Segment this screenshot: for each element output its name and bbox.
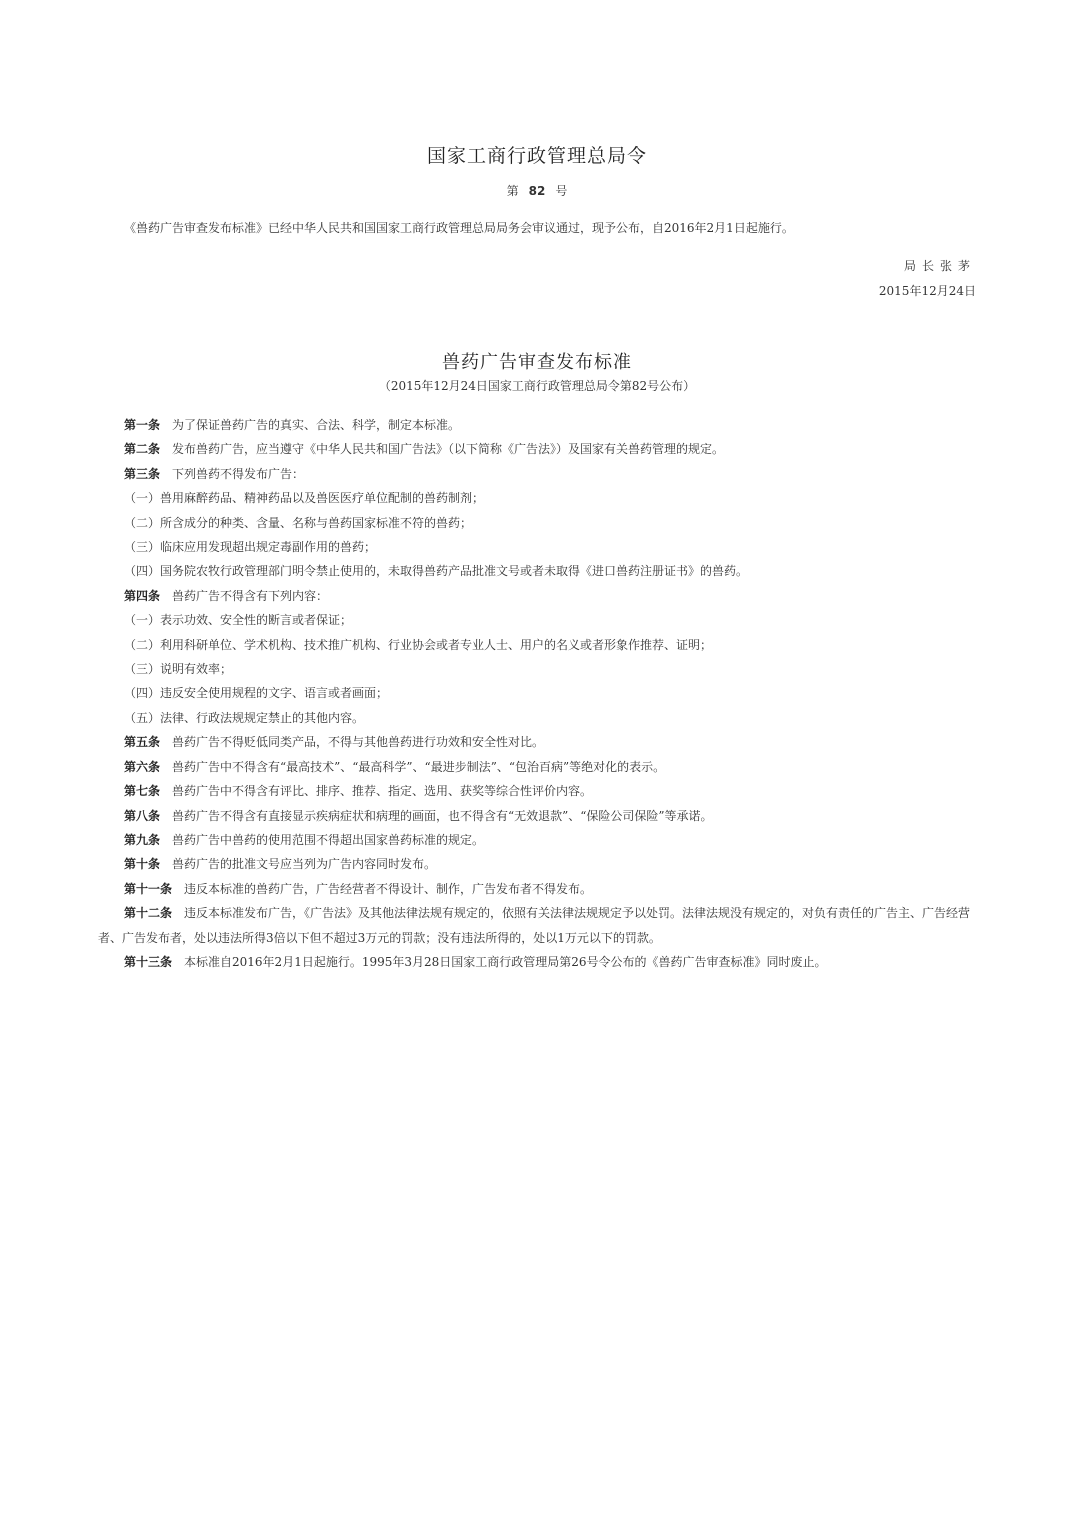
order-prefix: 第 (506, 184, 519, 198)
article-label: 第八条 (124, 808, 161, 823)
article-label: 第十二条 (124, 906, 173, 921)
article-label: 第十一条 (124, 881, 173, 896)
article (98, 828, 972, 852)
article-item: （四）国务院农牧行政管理部门明令禁止使用的，未取得兽药产品批准文号或者未取得《进口兽药注册证书》的兽药。 (124, 564, 749, 579)
article (98, 804, 972, 828)
article-text: 本标准自2016年2月1日起施行。1995年3月28日国家工商行政管理局第26号令公布的《兽药广告审查标准》同时废止。 (184, 954, 827, 969)
article-label: 第一条 (124, 418, 161, 432)
signer: 局长张茅 (903, 259, 976, 273)
article (98, 413, 972, 437)
order-title: 国家工商行政管理总局令 (426, 145, 647, 167)
article (98, 877, 972, 901)
article (98, 437, 972, 461)
article-item: （五）法律、行政法规规定禁止的其他内容。 (124, 710, 365, 725)
article-item: （一）表示功效、安全性的断言或者保证； (124, 613, 353, 628)
article (98, 755, 972, 779)
article-label: 第二条 (124, 442, 161, 457)
article-text: 发布兽药广告，应当遵守《中华人民共和国广告法》（以下简称《广告法》）及国家有关兽药管理的规定。 (172, 442, 725, 457)
order-suffix: 号 (555, 184, 568, 198)
order-number-line (0, 182, 1074, 199)
document-title: 兽药广告审查发布标准 (442, 352, 632, 373)
article-item: （一）兽用麻醉药品、精神药品以及兽医医疗单位配制的兽药制剂； (124, 491, 485, 506)
article-text: 违反本标准的兽药广告，广告经营者不得设计、制作，广告发布者不得发布。 (184, 881, 593, 896)
article-label: 第五条 (124, 735, 161, 750)
article (98, 462, 972, 486)
article-text: 兽药广告不得贬低同类产品，不得与其他兽药进行功效和安全性对比。 (172, 735, 545, 750)
article (98, 852, 972, 876)
article-label: 第四条 (124, 588, 161, 603)
article (98, 950, 972, 974)
intro-paragraph: 《兽药广告审查发布标准》已经中华人民共和国国家工商行政管理总局局务会审议通过，现予公布，自2016年2月1日起施行。 (124, 221, 794, 235)
article-item: （三）临床应用发现超出规定毒副作用的兽药； (124, 540, 377, 555)
article-text: 兽药广告中不得含有评比、排序、推荐、指定、选用、获奖等综合性评价内容。 (172, 784, 593, 799)
article-text: 兽药广告中不得含有“最高技术”、“最高科学”、“最进步制法”、“包治百病”等绝对化的表示。 (172, 759, 666, 774)
signature-date: 2015年12月24日 (878, 284, 976, 298)
article-label: 第十三条 (124, 954, 173, 969)
article-item: （四）违反安全使用规程的文字、语言或者画面； (124, 686, 389, 701)
article-item: （二）利用科研单位、学术机构、技术推广机构、行业协会或者专业人士、用户的名义或者形象作推荐、证明； (124, 637, 713, 652)
article-text: 兽药广告中兽药的使用范围不得超出国家兽药标准的规定。 (172, 832, 485, 847)
article-label: 第三条 (124, 466, 161, 481)
article-text: 为了保证兽药广告的真实、合法、科学，制定本标准。 (172, 418, 461, 432)
article-item: （三）说明有效率； (124, 662, 233, 677)
article-text: 兽药广告不得含有直接显示疾病症状和病理的画面，也不得含有“无效退款”、“保险公司保险”等承诺。 (172, 808, 713, 823)
article-label: 第十条 (124, 857, 161, 872)
article-label: 第六条 (124, 759, 161, 774)
order-number: 82 (528, 184, 546, 198)
article-item: （二）所含成分的种类、含量、名称与兽药国家标准不符的兽药； (124, 515, 473, 530)
article-text: 违反本标准发布广告，《广告法》及其他法律法规有规定的，依照有关法律法规规定予以处罚。法律法规没有规定的，对负有责任的广告主、广告经营者、广告发布者，处以违法所得3倍以下但不超过3万元的罚款；没有违法所得的，处以1万元以下的罚款。 (98, 906, 971, 945)
article-text: 下列兽药不得发布广告： (172, 466, 305, 481)
article-text: 兽药广告的批准文号应当列为广告内容同时发布。 (172, 857, 437, 872)
article-label: 第七条 (124, 784, 161, 799)
document-subtitle: （2015年12月24日国家工商行政管理总局令第82号公布） (378, 379, 696, 393)
articles-body (98, 413, 972, 974)
article (98, 730, 972, 754)
article-text: 兽药广告不得含有下列内容： (172, 588, 329, 603)
article (98, 901, 972, 950)
article (98, 779, 972, 803)
article-label: 第九条 (124, 832, 161, 847)
article (98, 584, 972, 608)
